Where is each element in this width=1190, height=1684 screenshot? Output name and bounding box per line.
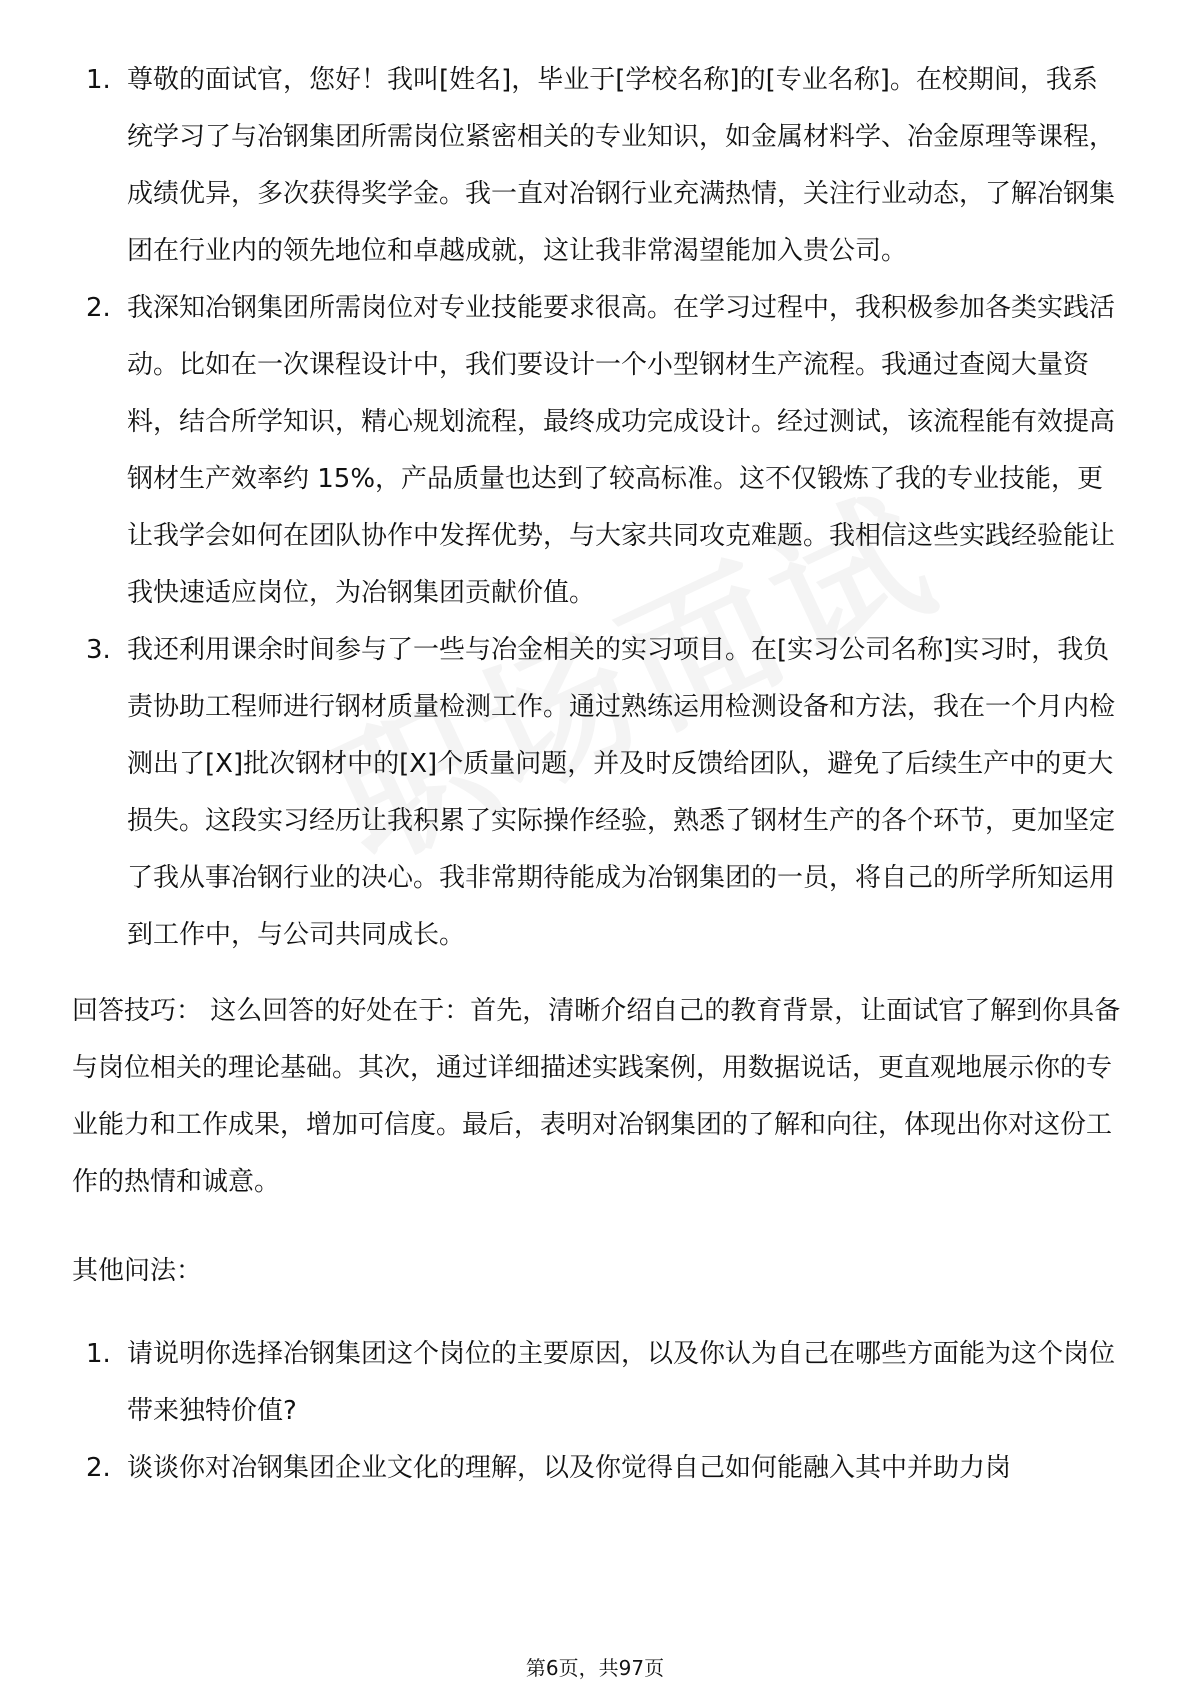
list-item (72, 622, 1122, 964)
list-item (72, 280, 1122, 622)
list-item-text: 谈谈你对冶钢集团企业文化的理解，以及你觉得自己如何能融入其中并助力岗 (127, 1453, 1012, 1483)
list-item (72, 52, 1122, 280)
list-item-text: 尊敬的面试官，您好！我叫[姓名]，毕业于[学校名称]的[专业名称]。在校期间，我系统学习了与冶钢集团所需岗位紧密相关的专业知识，如金属材料学、冶金原理等课程，成绩优异，多次获得奖学金。我一直对冶钢行业充满热情，关注行业动态，了解冶钢集团在行业内的领先地位和卓越成就，这让我非常渴望能加入贵公司。 (127, 65, 1116, 266)
list-item (72, 1326, 1122, 1440)
list-number: 1. (86, 1339, 111, 1369)
answer-list (72, 52, 1122, 964)
list-number: 1. (86, 65, 111, 95)
list-item (72, 1440, 1122, 1497)
page-content (72, 52, 1122, 1497)
list-item-text: 我深知冶钢集团所需岗位对专业技能要求很高。在学习过程中，我积极参加各类实践活动。比如在一次课程设计中，我们要设计一个小型钢材生产流程。我通过查阅大量资料，结合所学知识，精心规划流程，最终成功完成设计。经过测试，该流程能有效提高钢材生产效率约 15%，产品质量也达到了较高标准。这不仅锻炼了我的专业技能，更让我学会如何在团队协作中发挥优势，与大家共同攻克难题。我相信这些实践经验能让我快速适应岗位，为冶钢集团贡献价值。 (127, 293, 1116, 608)
list-number: 3. (86, 635, 111, 665)
page-number-footer: 第6页，共97页 (525, 1656, 665, 1680)
list-item-text: 请说明你选择冶钢集团这个岗位的主要原因，以及你认为自己在哪些方面能为这个岗位带来独特价值? (127, 1339, 1116, 1426)
list-number: 2. (86, 293, 111, 323)
answer-tips-paragraph: 回答技巧： 这么回答的好处在于：首先，清晰介绍自己的教育背景，让面试官了解到你具备与岗位相关的理论基础。其次，通过详细描述实践案例，用数据说话，更直观地展示你的专业能力和工作成果，增加可信度。最后，表明对冶钢集团的了解和向往，体现出你对这份工作的热情和诚意。 (72, 996, 1121, 1197)
list-number: 2. (86, 1453, 111, 1483)
other-questions-heading: 其他问法： (72, 1256, 203, 1286)
other-questions-list (72, 1326, 1122, 1497)
list-item-text: 我还利用课余时间参与了一些与冶金相关的实习项目。在[实习公司名称]实习时，我负责协助工程师进行钢材质量检测工作。通过熟练运用检测设备和方法，我在一个月内检测出了[X]批次钢材中的[X]个质量问题，并及时反馈给团队，避免了后续生产中的更大损失。这段实习经历让我积累了实际操作经验，熟悉了钢材生产的各个环节，更加坚定了我从事冶钢行业的决心。我非常期待能成为冶钢集团的一员，将自己的所学所知运用到工作中，与公司共同成长。 (127, 635, 1116, 950)
